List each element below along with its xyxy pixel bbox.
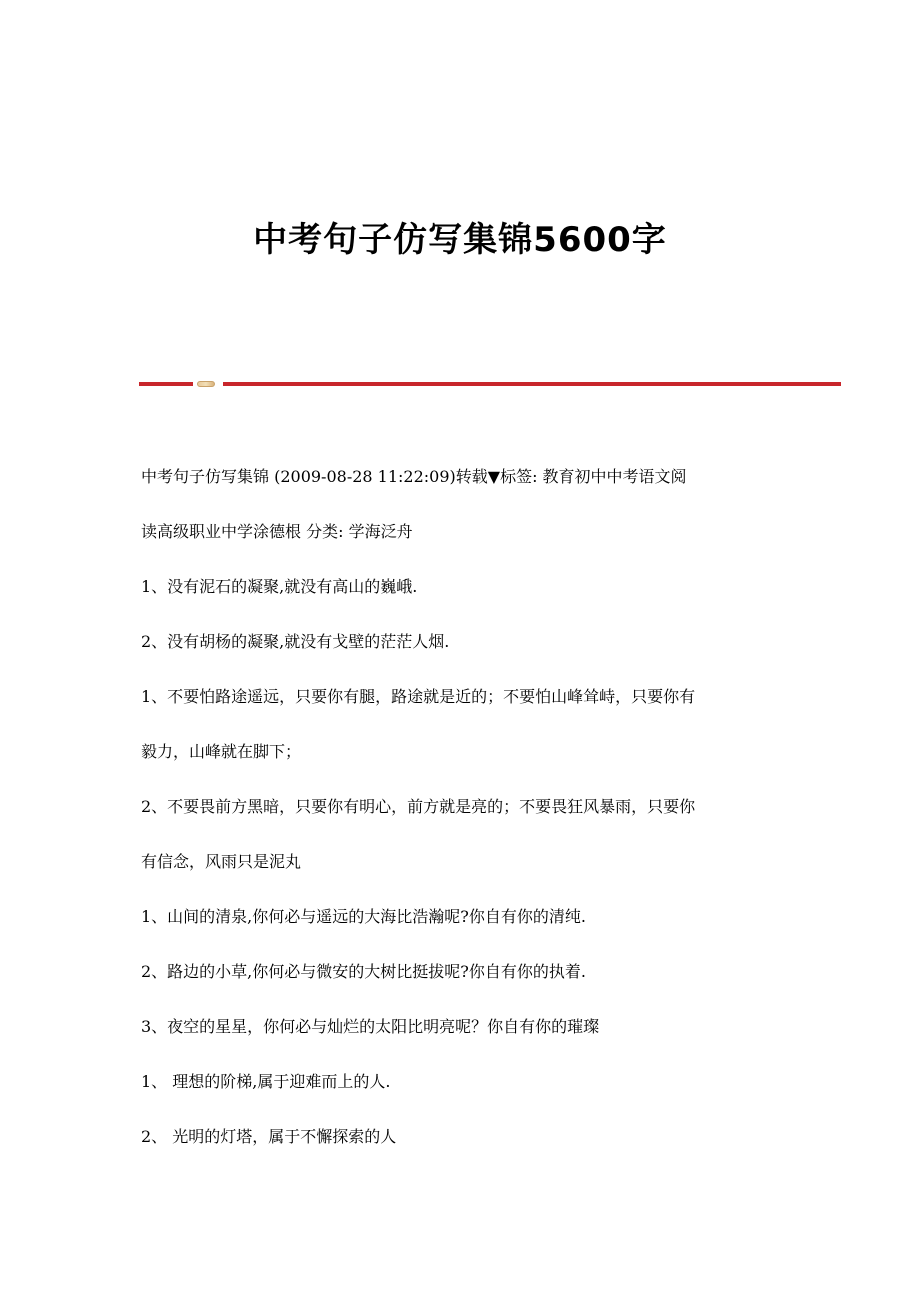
text-line: 2、不要畏前方黑暗，只要你有明心，前方就是亮的；不要畏狂风暴雨，只要你 bbox=[141, 798, 696, 816]
text-line: 1、不要怕路途遥远，只要你有腿，路途就是近的；不要怕山峰耸峙，只要你有 bbox=[141, 688, 696, 706]
text-line: 3、夜空的星星，你何必与灿烂的太阳比明亮呢？你自有你的璀璨 bbox=[141, 1018, 600, 1036]
text-line: 1、山间的清泉,你何必与遥远的大海比浩瀚呢?你自有你的清纯. bbox=[141, 908, 586, 926]
document-body bbox=[141, 468, 786, 1146]
title-divider bbox=[139, 380, 841, 388]
divider-ornament-icon bbox=[197, 381, 215, 387]
text-line: 中考句子仿写集锦 (2009-08-28 11:22:09)转载▼标签: 教育初中中考语文阅 bbox=[141, 468, 687, 486]
divider-bar-right bbox=[223, 382, 841, 386]
text-line: 2、 光明的灯塔，属于不懈探索的人 bbox=[141, 1128, 397, 1146]
text-line: 2、没有胡杨的凝聚,就没有戈壁的茫茫人烟. bbox=[141, 633, 450, 651]
text-line: 读高级职业中学涂德根 分类: 学海泛舟 bbox=[141, 523, 413, 541]
document-title: 中考句子仿写集锦5600字 bbox=[253, 220, 667, 260]
text-line: 1、 理想的阶梯,属于迎难而上的人. bbox=[141, 1073, 391, 1091]
text-line: 2、路边的小草,你何必与微安的大树比挺拔呢?你自有你的执着. bbox=[141, 963, 586, 981]
divider-bar-left bbox=[139, 382, 193, 386]
text-line: 有信念，风雨只是泥丸 bbox=[141, 853, 302, 871]
text-line: 1、没有泥石的凝聚,就没有高山的巍峨. bbox=[141, 578, 418, 596]
text-line: 毅力，山峰就在脚下； bbox=[141, 743, 302, 761]
